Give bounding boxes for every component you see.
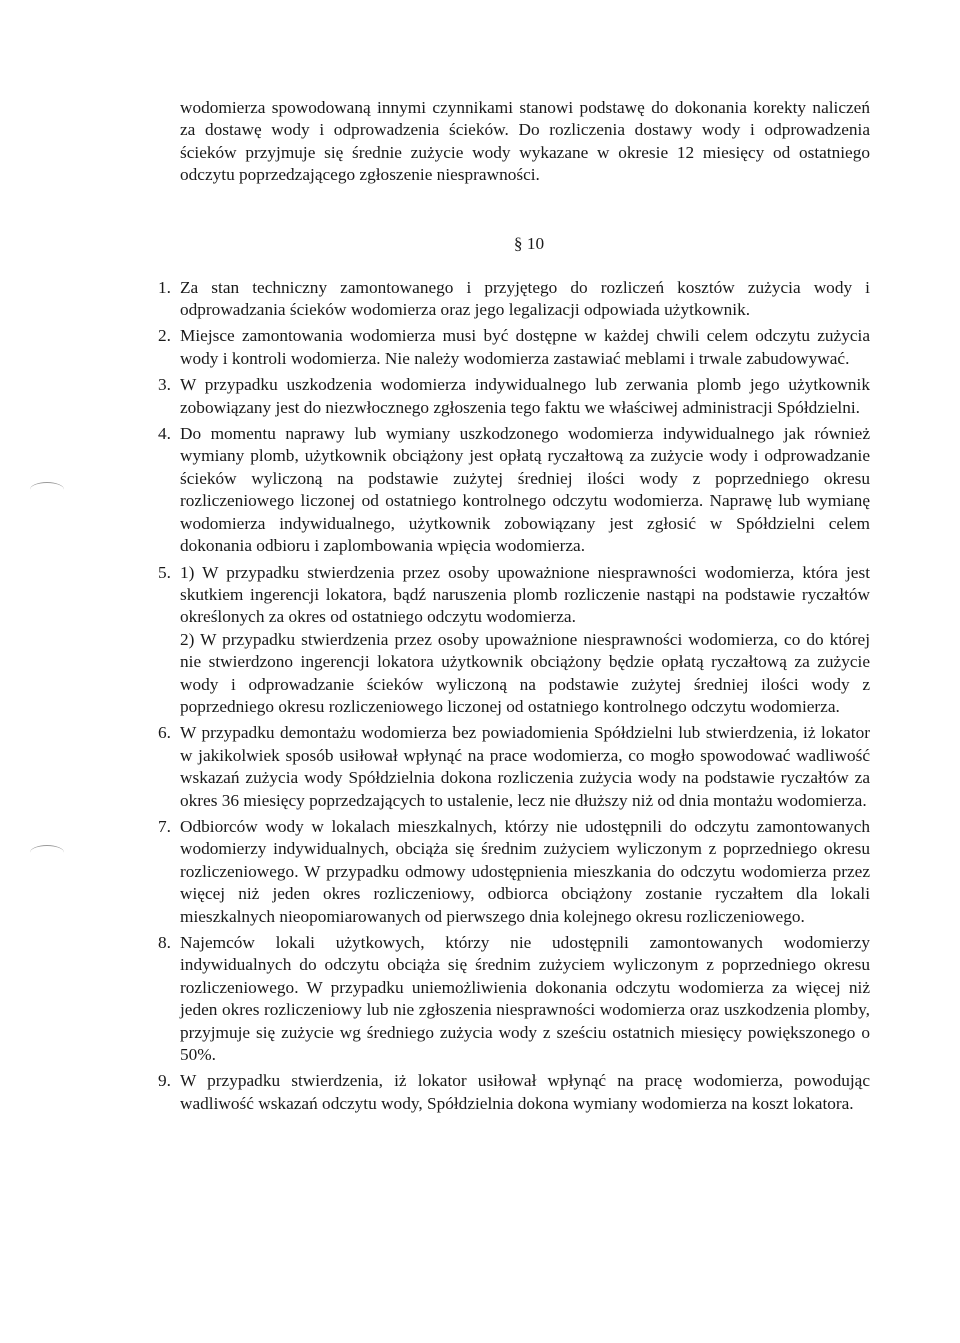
list-item <box>158 562 870 719</box>
item-text: W przypadku uszkodzenia wodomierza indywidualnego lub zerwania plomb jego użytkownik zobowiązany jest do niezwłocznego zgłoszenia tego faktu we właściwej administracji Spółdzielni. <box>180 375 870 417</box>
list-item <box>158 277 870 322</box>
punch-hole-mark <box>30 845 64 860</box>
list-item <box>158 325 870 370</box>
item-subpoint-2: 2) W przypadku stwierdzenia przez osoby upoważnione niesprawności wodomierza, co do której nie stwierdzono ingerencji lokatora użytkownik obciążony będzie opłatą ryczałtową za zużycie wody i odprowadzanie ścieków wyliczoną na podstawie zużytej średniej ilości wody z poprzedniego okresu rozliczeniowego liczonej od ostatniego kontrolnego odczytu wodomierza. <box>180 629 870 716</box>
item-number: 4. <box>158 424 171 444</box>
item-text: W przypadku demontażu wodomierza bez powiadomienia Spółdzielni lub stwierdzenia, iż lokator w jakikolwiek sposób usiłował wpłynąć na prace wodomierza, co mogło spowodować wadliwość wskazań zużycia wody Spółdzielnia dokona rozliczenia zużycia wody na podstawie ryczałtów za okres 36 miesięcy poprzedzających to ustalenie, lecz nie dłuższy niż od dnia montażu wodomierza. <box>180 723 870 810</box>
item-number: 8. <box>158 933 171 952</box>
numbered-list <box>158 277 870 1116</box>
item-number: 1. <box>158 277 171 297</box>
item-number: 9. <box>158 1071 171 1091</box>
list-item <box>158 722 870 812</box>
list-item <box>158 374 870 419</box>
item-number: 5. <box>158 562 171 582</box>
item-text: Odbiorców wody w lokalach mieszkalnych, którzy nie udostępnili do odczytu zamontowanych wodomierzy indywidualnych, obciąża się średnim zużyciem wyliczonym z poprzedniego okresu rozliczeniowego. W przypadku odmowy udostępnienia mieszkania do odczytu wodomierza przez więcej niż jeden okres rozliczeniowy, odbiorca obciążony zostanie ryczałtem dla lokali mieszkalnych nieopomiarowanych od pierwszego dnia kolejnego okresu rozliczeniowego. <box>180 816 870 926</box>
item-subpoint-1: 1) W przypadku stwierdzenia przez osoby upoważnione niesprawności wodomierza, która jest skutkiem ingerencji lokatora, bądź naruszenia plomb rozliczenie nastąpi na podstawie ryczałtów określonych za okres od ostatniego odczytu wodomierza. <box>180 562 870 627</box>
list-item <box>158 423 870 557</box>
item-number: 2. <box>158 326 171 346</box>
document-body <box>158 97 870 1119</box>
intro-paragraph: wodomierza spowodowaną innymi czynnikami stanowi podstawę do dokonania korekty naliczeń za dostawę wody i odprowadzenia ścieków. Do rozliczenia dostawy wody i odprowadzenia ścieków przyjmuje się średnie zużycie wody wykazane w okresie 12 miesięcy od ostatniego odczytu poprzedzającego zgłoszenie niesprawności. <box>180 98 870 185</box>
item-text: W przypadku stwierdzenia, iż lokator usiłował wpłynąć na pracę wodomierza, powodując wadliwość wskazań odczytu wody, Spółdzielnia dokona wymiany wodomierza na koszt lokatora. <box>180 1071 870 1113</box>
item-number: 3. <box>158 375 171 395</box>
section-heading: § 10 <box>513 233 545 253</box>
item-text: Miejsce zamontowania wodomierza musi być dostępne w każdej chwili celem odczytu zużycia wody i kontroli wodomierza. Nie należy wodomierza zastawiać meblami i trwale zabudowywać. <box>180 326 870 368</box>
punch-hole-mark <box>30 482 64 497</box>
list-item <box>158 1070 870 1115</box>
item-text: Za stan techniczny zamontowanego i przyjętego do rozliczeń kosztów zużycia wody i odprowadzania ścieków wodomierza oraz jego legalizacji odpowiada użytkownik. <box>180 277 870 320</box>
item-number: 6. <box>158 723 171 743</box>
list-item <box>158 816 870 928</box>
item-text: Najemców lokali użytkowych, którzy nie udostępnili zamontowanych wodomierzy indywidualnych do odczytu obciąża się średnim zużyciem wyliczonym z poprzedniego okresu rozliczeniowego. W przypadku uniemożliwienia dokonania odczytu wodomierza za więcej niż jeden okres rozliczeniowy lub nie zgłoszenia niesprawności wodomierza oraz uszkodzenia plomby, przyjmuje się zużycie wg średniego zużycia wody z sześciu ostatnich miesięcy powiększonego o 50%. <box>180 933 870 1065</box>
list-item <box>158 932 870 1066</box>
item-number: 7. <box>158 816 171 836</box>
item-text: Do momentu naprawy lub wymiany uszkodzonego wodomierza indywidualnego jak również wymiany plomb, użytkownik obciążony jest opłatą ryczałtową za zużycie wody i odprowadzanie ścieków wyliczoną na podstawie zużytej średniej ilości wody z poprzedniego okresu rozliczeniowego liczonej od ostatniego kontrolnego odczytu wodomierza. Naprawę lub wymianę wodomierza indywidualnego, użytkownik zobowiązany jest zgłosić w Spółdzielni celem dokonania odbioru i zaplombowania wpięcia wodomierza. <box>180 424 870 556</box>
